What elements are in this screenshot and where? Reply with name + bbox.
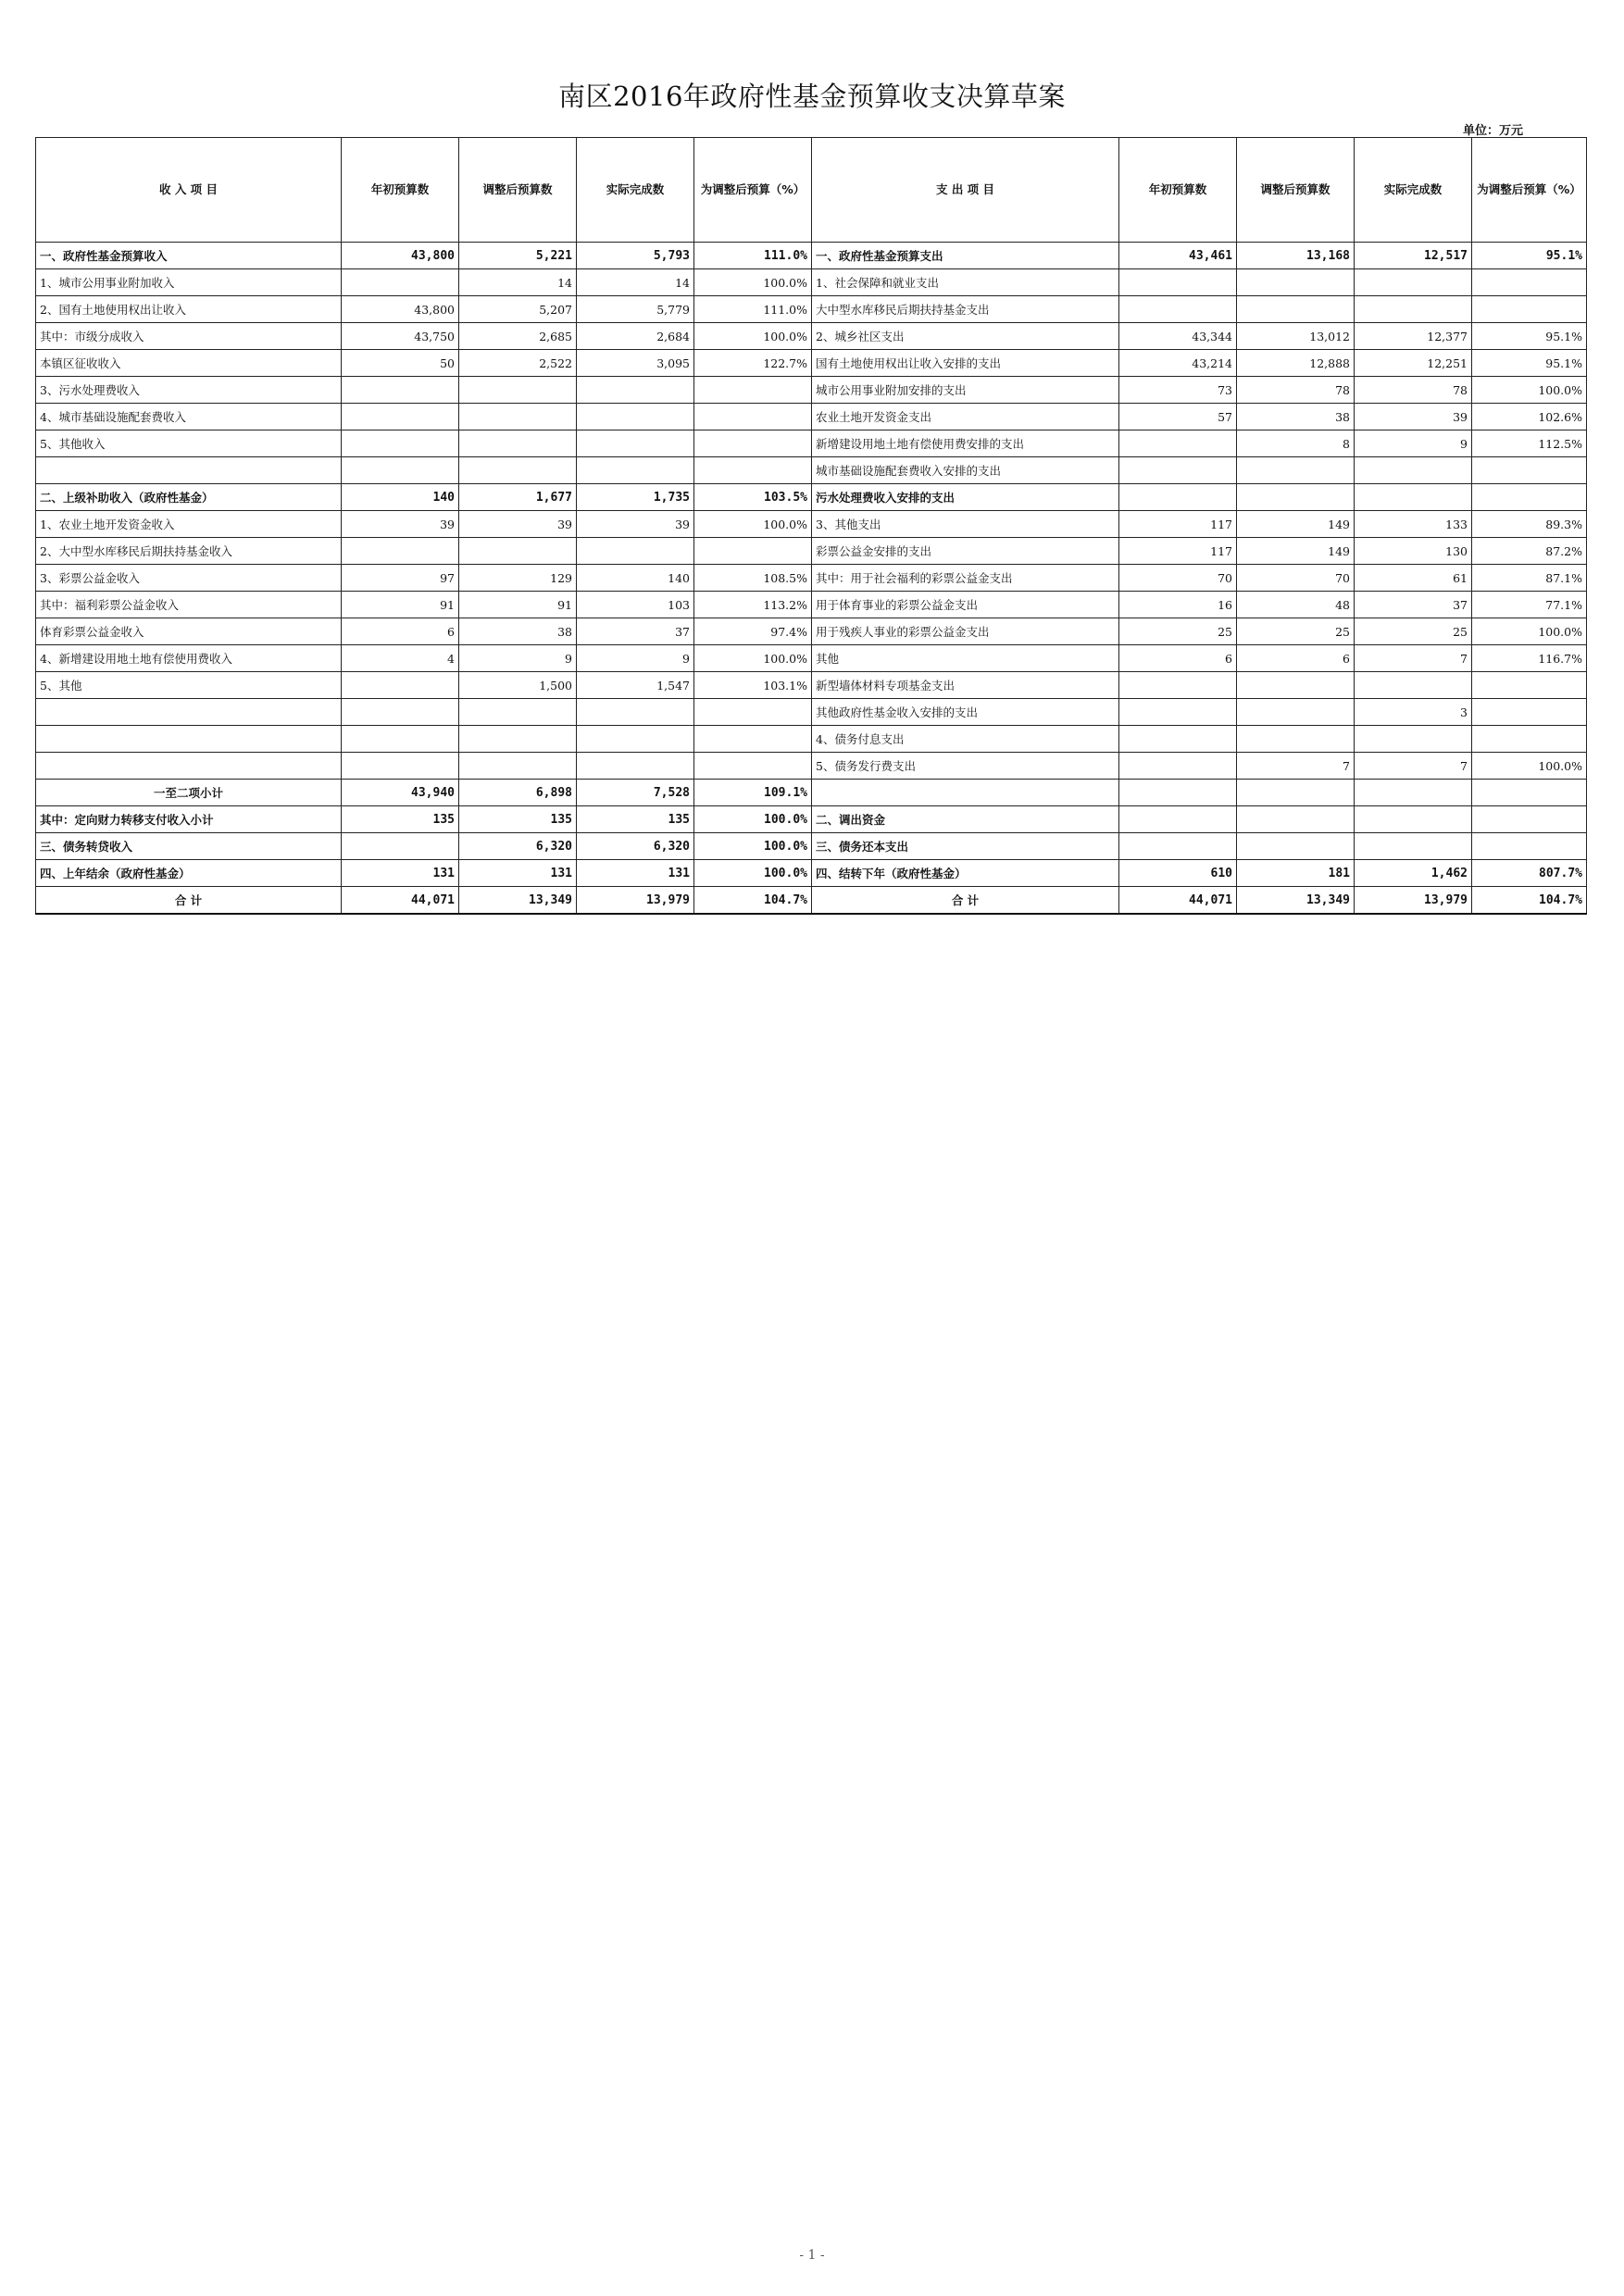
percent-cell (1472, 699, 1587, 726)
amount-cell (342, 753, 459, 780)
table-row (36, 806, 1587, 833)
percent-cell (1472, 296, 1587, 323)
amount-cell (342, 538, 459, 565)
percent-cell (694, 430, 812, 457)
amount-cell (1237, 484, 1355, 511)
income-item-cell: 2、大中型水库移民后期扶持基金收入 (36, 538, 342, 565)
percent-cell: 100.0% (694, 860, 812, 887)
amount-cell: 9 (1355, 430, 1472, 457)
amount-cell: 39 (342, 511, 459, 538)
income-item-cell: 二、上级补助收入（政府性基金） (36, 484, 342, 511)
amount-cell (459, 753, 577, 780)
percent-cell (694, 753, 812, 780)
amount-cell: 39 (1355, 404, 1472, 430)
percent-cell (694, 457, 812, 484)
amount-cell (1237, 457, 1355, 484)
expense-item-cell: 1、社会保障和就业支出 (812, 269, 1119, 296)
table-row (36, 484, 1587, 511)
table-row (36, 457, 1587, 484)
amount-cell: 149 (1237, 511, 1355, 538)
unit-label: 单位：万元 (1463, 124, 1524, 138)
expense-item-cell: 2、城乡社区支出 (812, 323, 1119, 350)
table-row (36, 350, 1587, 377)
table-row (36, 243, 1587, 269)
amount-cell (1355, 806, 1472, 833)
amount-cell: 12,251 (1355, 350, 1472, 377)
header-adjusted-budget: 调整后预算数 (459, 138, 577, 243)
income-item-cell: 其中：福利彩票公益金收入 (36, 592, 342, 618)
amount-cell: 149 (1237, 538, 1355, 565)
amount-cell (459, 430, 577, 457)
percent-cell (694, 404, 812, 430)
amount-cell: 44,071 (342, 887, 459, 915)
amount-cell: 13,349 (1237, 887, 1355, 915)
percent-cell (1472, 457, 1587, 484)
amount-cell: 9 (577, 645, 694, 672)
income-item-cell: 一至二项小计 (36, 780, 342, 806)
amount-cell (1237, 833, 1355, 860)
amount-cell: 43,800 (342, 243, 459, 269)
expense-item-cell: 其他 (812, 645, 1119, 672)
percent-cell: 100.0% (1472, 377, 1587, 404)
expense-item-cell: 二、调出资金 (812, 806, 1119, 833)
amount-cell: 131 (459, 860, 577, 887)
amount-cell: 117 (1119, 511, 1237, 538)
amount-cell: 117 (1119, 538, 1237, 565)
amount-cell: 5,221 (459, 243, 577, 269)
amount-cell: 78 (1355, 377, 1472, 404)
table-row (36, 511, 1587, 538)
amount-cell: 7 (1355, 645, 1472, 672)
table-row (36, 780, 1587, 806)
amount-cell: 91 (459, 592, 577, 618)
income-item-cell: 其中：定向财力转移支付收入小计 (36, 806, 342, 833)
amount-cell: 6,898 (459, 780, 577, 806)
amount-cell: 6 (1237, 645, 1355, 672)
amount-cell: 50 (342, 350, 459, 377)
amount-cell (1237, 269, 1355, 296)
amount-cell: 43,461 (1119, 243, 1237, 269)
amount-cell: 61 (1355, 565, 1472, 592)
amount-cell: 70 (1119, 565, 1237, 592)
percent-cell: 109.1% (694, 780, 812, 806)
amount-cell: 43,750 (342, 323, 459, 350)
document-title: 南区2016年政府性基金预算收支决算草案 (558, 81, 1066, 112)
percent-cell: 89.3% (1472, 511, 1587, 538)
amount-cell: 12,517 (1355, 243, 1472, 269)
percent-cell: 104.7% (1472, 887, 1587, 915)
amount-cell: 6 (1119, 645, 1237, 672)
amount-cell: 73 (1119, 377, 1237, 404)
amount-cell (1237, 296, 1355, 323)
amount-cell: 7,528 (577, 780, 694, 806)
amount-cell: 37 (577, 618, 694, 645)
amount-cell (459, 699, 577, 726)
percent-cell: 100.0% (694, 511, 812, 538)
income-item-cell: 1、农业土地开发资金收入 (36, 511, 342, 538)
amount-cell: 3,095 (577, 350, 694, 377)
amount-cell: 13,979 (1355, 887, 1472, 915)
amount-cell (1355, 484, 1472, 511)
amount-cell (342, 726, 459, 753)
percent-cell: 100.0% (694, 806, 812, 833)
amount-cell: 13,012 (1237, 323, 1355, 350)
amount-cell (459, 726, 577, 753)
amount-cell: 135 (459, 806, 577, 833)
amount-cell (1119, 457, 1237, 484)
budget-table (35, 137, 1587, 915)
percent-cell: 95.1% (1472, 243, 1587, 269)
percent-cell: 102.6% (1472, 404, 1587, 430)
table-row (36, 699, 1587, 726)
amount-cell: 1,547 (577, 672, 694, 699)
expense-item-cell: 其中：用于社会福利的彩票公益金支出 (812, 565, 1119, 592)
amount-cell: 140 (342, 484, 459, 511)
amount-cell: 70 (1237, 565, 1355, 592)
income-item-cell: 合 计 (36, 887, 342, 915)
amount-cell: 3 (1355, 699, 1472, 726)
table-row (36, 404, 1587, 430)
amount-cell: 6,320 (577, 833, 694, 860)
table-row (36, 887, 1587, 915)
amount-cell: 2,685 (459, 323, 577, 350)
expense-item-cell: 5、债务发行费支出 (812, 753, 1119, 780)
amount-cell: 610 (1119, 860, 1237, 887)
amount-cell: 135 (577, 806, 694, 833)
amount-cell: 7 (1237, 753, 1355, 780)
income-item-cell: 体育彩票公益金收入 (36, 618, 342, 645)
income-item-cell (36, 699, 342, 726)
percent-cell (1472, 726, 1587, 753)
amount-cell: 44,071 (1119, 887, 1237, 915)
income-item-cell: 三、债务转贷收入 (36, 833, 342, 860)
amount-cell (459, 404, 577, 430)
amount-cell: 25 (1119, 618, 1237, 645)
income-item-cell: 一、政府性基金预算收入 (36, 243, 342, 269)
income-item-cell (36, 726, 342, 753)
amount-cell: 39 (577, 511, 694, 538)
amount-cell (577, 538, 694, 565)
amount-cell (1119, 484, 1237, 511)
amount-cell: 129 (459, 565, 577, 592)
amount-cell (1119, 672, 1237, 699)
income-item-cell: 2、国有土地使用权出让收入 (36, 296, 342, 323)
amount-cell: 103 (577, 592, 694, 618)
amount-cell (1119, 296, 1237, 323)
amount-cell: 37 (1355, 592, 1472, 618)
amount-cell (577, 699, 694, 726)
amount-cell: 14 (459, 269, 577, 296)
percent-cell: 77.1% (1472, 592, 1587, 618)
percent-cell (694, 726, 812, 753)
income-item-cell: 4、城市基础设施配套费收入 (36, 404, 342, 430)
percent-cell (1472, 672, 1587, 699)
income-item-cell: 5、其他收入 (36, 430, 342, 457)
income-item-cell (36, 753, 342, 780)
amount-cell: 43,214 (1119, 350, 1237, 377)
amount-cell (1237, 806, 1355, 833)
amount-cell: 1,462 (1355, 860, 1472, 887)
income-item-cell: 3、污水处理费收入 (36, 377, 342, 404)
percent-cell: 113.2% (694, 592, 812, 618)
percent-cell (1472, 780, 1587, 806)
header-actual: 实际完成数 (1355, 138, 1472, 243)
amount-cell (459, 377, 577, 404)
amount-cell: 1,677 (459, 484, 577, 511)
amount-cell (1355, 833, 1472, 860)
percent-cell: 807.7% (1472, 860, 1587, 887)
amount-cell: 78 (1237, 377, 1355, 404)
header-percent: 为调整后预算（%） (694, 138, 812, 243)
amount-cell: 38 (1237, 404, 1355, 430)
amount-cell: 13,168 (1237, 243, 1355, 269)
amount-cell (1355, 726, 1472, 753)
expense-item-cell: 城市基础设施配套费收入安排的支出 (812, 457, 1119, 484)
table-row (36, 430, 1587, 457)
percent-cell: 100.0% (1472, 618, 1587, 645)
income-item-cell (36, 457, 342, 484)
amount-cell: 38 (459, 618, 577, 645)
table-row (36, 672, 1587, 699)
amount-cell (1237, 780, 1355, 806)
amount-cell (342, 269, 459, 296)
table-row (36, 377, 1587, 404)
amount-cell: 91 (342, 592, 459, 618)
percent-cell: 103.1% (694, 672, 812, 699)
expense-item-cell: 新型墙体材料专项基金支出 (812, 672, 1119, 699)
amount-cell: 1,500 (459, 672, 577, 699)
percent-cell: 116.7% (1472, 645, 1587, 672)
expense-item-cell: 其他政府性基金收入安排的支出 (812, 699, 1119, 726)
income-item-cell: 1、城市公用事业附加收入 (36, 269, 342, 296)
amount-cell: 5,793 (577, 243, 694, 269)
amount-cell: 5,779 (577, 296, 694, 323)
header-expense-item: 支 出 项 目 (812, 138, 1119, 243)
amount-cell (1119, 726, 1237, 753)
amount-cell (577, 404, 694, 430)
table-row (36, 753, 1587, 780)
amount-cell: 25 (1237, 618, 1355, 645)
percent-cell (1472, 484, 1587, 511)
header-initial-budget: 年初预算数 (1119, 138, 1237, 243)
amount-cell: 43,940 (342, 780, 459, 806)
amount-cell: 4 (342, 645, 459, 672)
amount-cell (577, 457, 694, 484)
amount-cell: 13,979 (577, 887, 694, 915)
amount-cell: 14 (577, 269, 694, 296)
percent-cell (1472, 833, 1587, 860)
amount-cell: 2,684 (577, 323, 694, 350)
amount-cell (1119, 699, 1237, 726)
table-row (36, 860, 1587, 887)
amount-cell: 57 (1119, 404, 1237, 430)
percent-cell: 95.1% (1472, 350, 1587, 377)
header-adjusted-budget: 调整后预算数 (1237, 138, 1355, 243)
expense-item-cell: 三、债务还本支出 (812, 833, 1119, 860)
amount-cell: 13,349 (459, 887, 577, 915)
amount-cell: 8 (1237, 430, 1355, 457)
amount-cell: 6,320 (459, 833, 577, 860)
amount-cell: 12,888 (1237, 350, 1355, 377)
expense-item-cell: 一、政府性基金预算支出 (812, 243, 1119, 269)
header-initial-budget: 年初预算数 (342, 138, 459, 243)
amount-cell: 6 (342, 618, 459, 645)
expense-item-cell: 用于残疾人事业的彩票公益金支出 (812, 618, 1119, 645)
amount-cell: 130 (1355, 538, 1472, 565)
percent-cell (1472, 806, 1587, 833)
expense-item-cell: 彩票公益金安排的支出 (812, 538, 1119, 565)
percent-cell: 104.7% (694, 887, 812, 915)
amount-cell (1119, 806, 1237, 833)
table-row (36, 269, 1587, 296)
amount-cell (577, 726, 694, 753)
amount-cell: 97 (342, 565, 459, 592)
header-actual: 实际完成数 (577, 138, 694, 243)
amount-cell (342, 833, 459, 860)
table-row (36, 323, 1587, 350)
amount-cell: 43,344 (1119, 323, 1237, 350)
expense-item-cell: 国有土地使用权出让收入安排的支出 (812, 350, 1119, 377)
table-row (36, 565, 1587, 592)
amount-cell (1355, 672, 1472, 699)
percent-cell: 100.0% (1472, 753, 1587, 780)
percent-cell: 97.4% (694, 618, 812, 645)
income-item-cell: 3、彩票公益金收入 (36, 565, 342, 592)
expense-item-cell: 新增建设用地土地有偿使用费安排的支出 (812, 430, 1119, 457)
header-percent: 为调整后预算（%） (1472, 138, 1587, 243)
percent-cell: 112.5% (1472, 430, 1587, 457)
amount-cell: 131 (342, 860, 459, 887)
amount-cell (1355, 780, 1472, 806)
percent-cell (694, 538, 812, 565)
amount-cell (1355, 269, 1472, 296)
expense-item-cell: 4、债务付息支出 (812, 726, 1119, 753)
table-row (36, 592, 1587, 618)
percent-cell: 111.0% (694, 243, 812, 269)
expense-item-cell: 农业土地开发资金支出 (812, 404, 1119, 430)
amount-cell: 140 (577, 565, 694, 592)
amount-cell (1119, 430, 1237, 457)
amount-cell (1237, 699, 1355, 726)
income-item-cell: 本镇区征收收入 (36, 350, 342, 377)
percent-cell: 122.7% (694, 350, 812, 377)
amount-cell (342, 457, 459, 484)
amount-cell: 181 (1237, 860, 1355, 887)
amount-cell: 48 (1237, 592, 1355, 618)
expense-item-cell: 城市公用事业附加安排的支出 (812, 377, 1119, 404)
expense-item-cell: 3、其他支出 (812, 511, 1119, 538)
header-income-item: 收 入 项 目 (36, 138, 342, 243)
expense-item-cell (812, 780, 1119, 806)
amount-cell: 7 (1355, 753, 1472, 780)
amount-cell (1355, 457, 1472, 484)
table-row (36, 618, 1587, 645)
page-number: - 1 - (799, 2248, 825, 2263)
amount-cell (342, 404, 459, 430)
percent-cell: 100.0% (694, 269, 812, 296)
amount-cell: 131 (577, 860, 694, 887)
percent-cell: 87.1% (1472, 565, 1587, 592)
amount-cell (577, 753, 694, 780)
amount-cell (1237, 726, 1355, 753)
percent-cell: 87.2% (1472, 538, 1587, 565)
amount-cell: 39 (459, 511, 577, 538)
expense-item-cell: 用于体育事业的彩票公益金支出 (812, 592, 1119, 618)
amount-cell: 133 (1355, 511, 1472, 538)
amount-cell: 9 (459, 645, 577, 672)
percent-cell: 100.0% (694, 323, 812, 350)
amount-cell (1119, 833, 1237, 860)
amount-cell (342, 672, 459, 699)
percent-cell: 103.5% (694, 484, 812, 511)
table-row (36, 726, 1587, 753)
percent-cell: 95.1% (1472, 323, 1587, 350)
amount-cell (1119, 753, 1237, 780)
percent-cell: 100.0% (694, 645, 812, 672)
expense-item-cell: 大中型水库移民后期扶持基金支出 (812, 296, 1119, 323)
amount-cell: 25 (1355, 618, 1472, 645)
amount-cell (577, 430, 694, 457)
amount-cell: 16 (1119, 592, 1237, 618)
amount-cell: 5,207 (459, 296, 577, 323)
percent-cell: 108.5% (694, 565, 812, 592)
amount-cell (459, 457, 577, 484)
amount-cell (577, 377, 694, 404)
percent-cell: 111.0% (694, 296, 812, 323)
percent-cell (694, 377, 812, 404)
amount-cell: 135 (342, 806, 459, 833)
amount-cell: 43,800 (342, 296, 459, 323)
table-row (36, 645, 1587, 672)
table-header-row (36, 138, 1587, 243)
percent-cell (1472, 269, 1587, 296)
income-item-cell: 5、其他 (36, 672, 342, 699)
amount-cell: 12,377 (1355, 323, 1472, 350)
amount-cell (1119, 780, 1237, 806)
percent-cell: 100.0% (694, 833, 812, 860)
amount-cell (342, 377, 459, 404)
percent-cell (694, 699, 812, 726)
amount-cell (1355, 296, 1472, 323)
expense-item-cell: 四、结转下年（政府性基金） (812, 860, 1119, 887)
amount-cell (1237, 672, 1355, 699)
amount-cell: 2,522 (459, 350, 577, 377)
amount-cell (1119, 269, 1237, 296)
amount-cell: 1,735 (577, 484, 694, 511)
table-row (36, 296, 1587, 323)
income-item-cell: 四、上年结余（政府性基金） (36, 860, 342, 887)
amount-cell (459, 538, 577, 565)
expense-item-cell: 合 计 (812, 887, 1119, 915)
expense-item-cell: 污水处理费收入安排的支出 (812, 484, 1119, 511)
income-item-cell: 其中：市级分成收入 (36, 323, 342, 350)
table-row (36, 833, 1587, 860)
income-item-cell: 4、新增建设用地土地有偿使用费收入 (36, 645, 342, 672)
amount-cell (342, 699, 459, 726)
amount-cell (342, 430, 459, 457)
table-row (36, 538, 1587, 565)
